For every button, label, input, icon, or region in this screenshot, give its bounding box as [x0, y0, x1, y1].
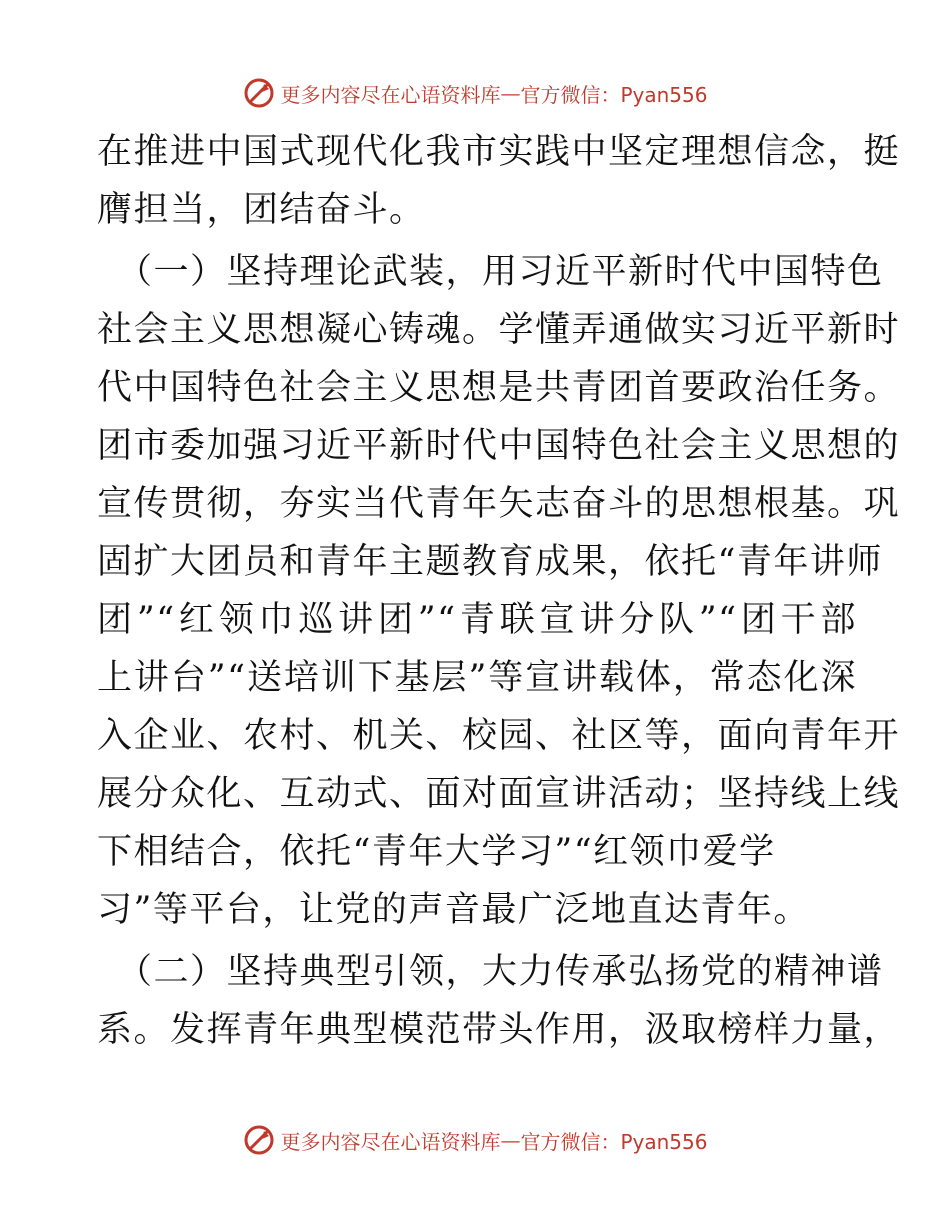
text-line: 代中国特色社会主义思想是共青团首要政治任务。 — [97, 368, 901, 408]
watermark-main-text: 更多内容尽在心语资料库 — [280, 82, 501, 107]
text-line: 固扩大团员和青年主题教育成果，依托“青年讲师 — [97, 542, 883, 582]
text-line: （一）坚持理论武装，用习近平新时代中国特色 — [117, 252, 884, 292]
paragraph — [97, 243, 901, 939]
paragraph — [97, 943, 901, 1059]
text-line: （二）坚持典型引领，大力传承弘扬党的精神谱 — [117, 952, 884, 992]
watermark-main-text: 更多内容尽在心语资料库 — [280, 1129, 501, 1154]
document-body — [97, 123, 901, 1059]
text-line: 入企业、农村、机关、校园、社区等，面向青年开 — [97, 716, 901, 756]
text-line: 系。发挥青年典型模范带头作用，汲取榜样力量， — [97, 1010, 901, 1050]
text-line: 宣传贯彻，夯实当代青年矢志奋斗的思想根基。巩 — [97, 484, 901, 524]
text-line: 在推进中国式现代化我市实践中坚定理想信念，挺 — [97, 132, 901, 172]
text-line: 团市委加强习近平新时代中国特色社会主义思想的 — [97, 426, 901, 466]
text-line: 社会主义思想凝心铸魂。学懂弄通做实习近平新时 — [97, 310, 901, 350]
text-line: 展分众化、互动式、面对面宣讲活动；坚持线上线 — [97, 774, 901, 814]
paragraph — [97, 123, 901, 239]
quill-logo-icon — [242, 1123, 276, 1157]
footer-watermark — [0, 1120, 950, 1160]
watermark-contact-text: 官方微信：Pyan556 — [520, 82, 708, 107]
watermark-contact-text: 官方微信：Pyan556 — [520, 1129, 708, 1154]
text-line: 团”“红领巾巡讲团”“青联宣讲分队”“团干部 — [97, 600, 857, 640]
watermark-separator: — — [500, 1128, 521, 1152]
text-line: 习”等平台，让党的声音最广泛地直达青年。 — [97, 890, 810, 930]
quill-logo-icon — [242, 76, 276, 110]
text-line: 下相结合，依托“青年大学习”“红领巾爱学 — [97, 832, 776, 872]
text-line: 上讲台”“送培训下基层”等宣讲载体，常态化深 — [97, 658, 857, 698]
header-watermark — [0, 73, 950, 113]
text-line: 膺担当，团结奋斗。 — [97, 190, 426, 230]
watermark-separator: — — [500, 81, 521, 105]
